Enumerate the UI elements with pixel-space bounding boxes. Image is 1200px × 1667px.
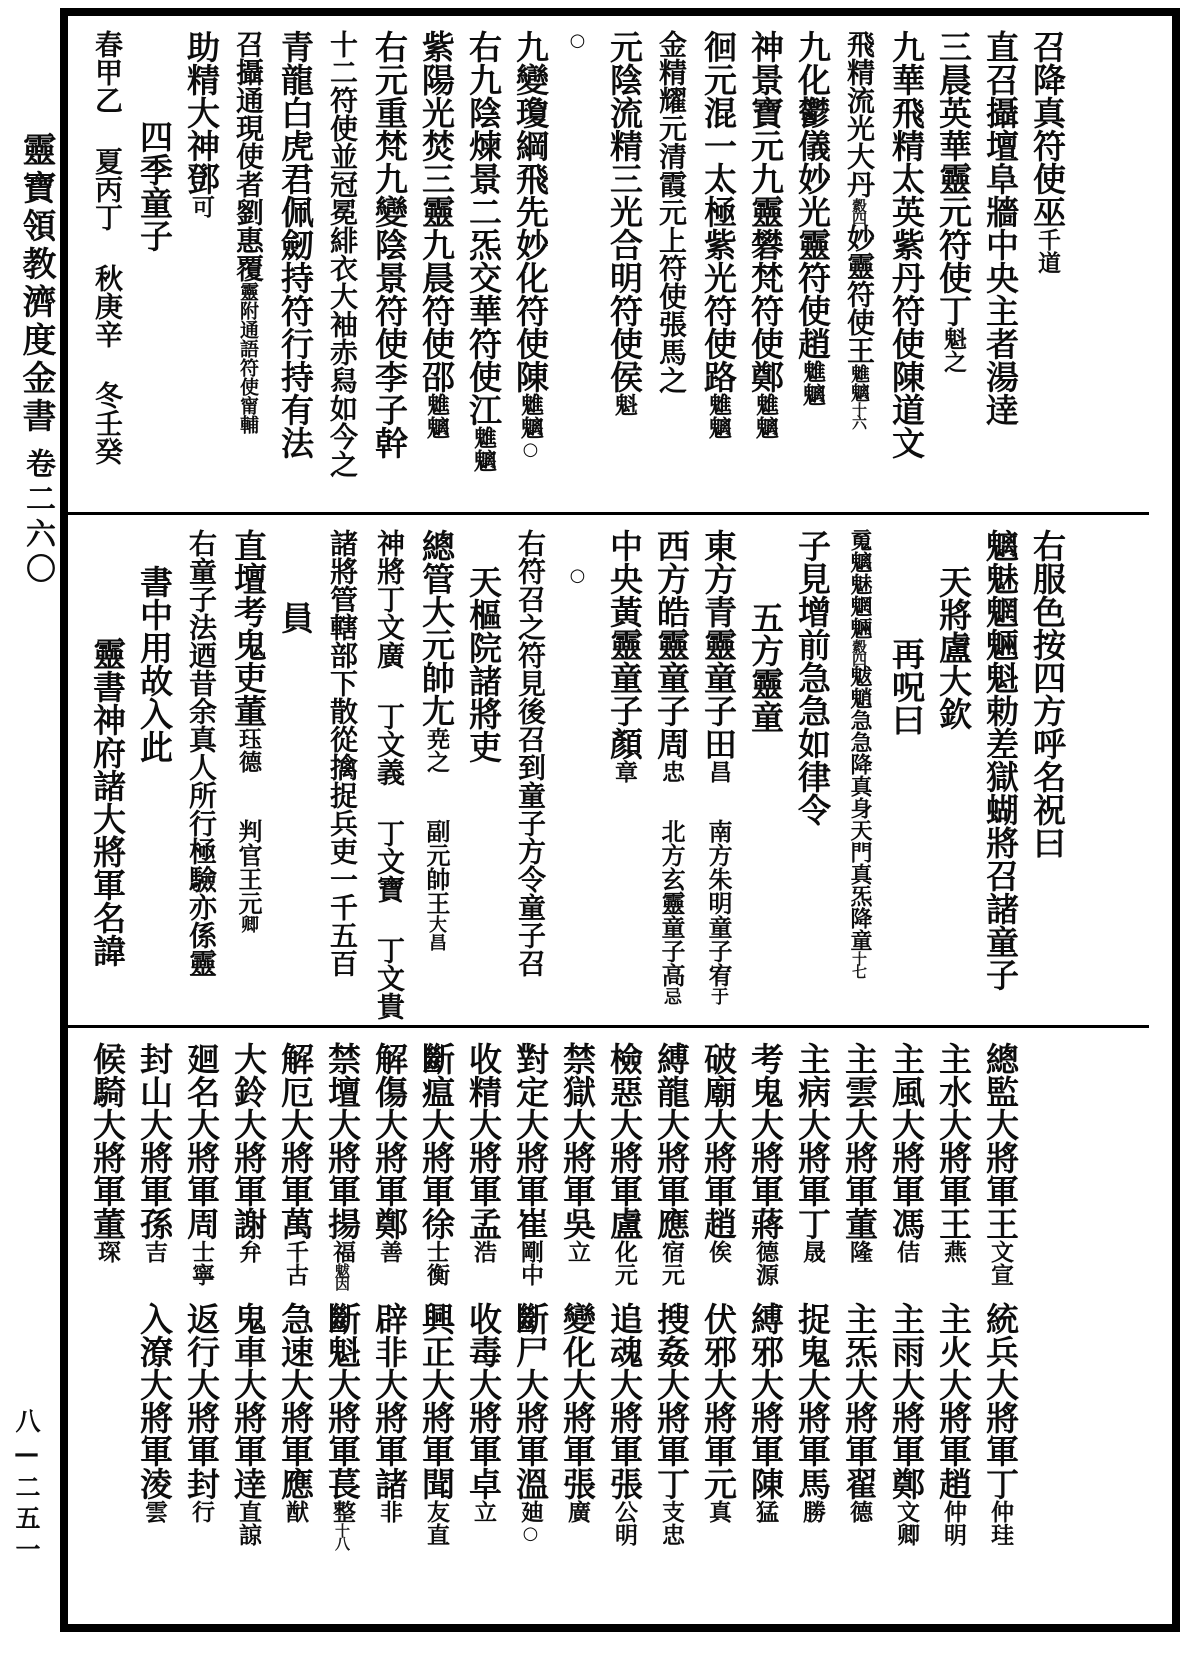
text-run: 書中用故入此: [135, 565, 174, 763]
text-column: [695, 30, 742, 508]
text-run: 禁獄大將軍吳: [558, 1042, 597, 1240]
text-run: 右服色按四方呼名祝曰: [1028, 529, 1067, 859]
text-run: 神將丁文廣 丁文義 丁文寶 丁文貴: [373, 529, 406, 1020]
text-run: 十二符使並冠冕緋衣大袖赤舄如今之: [326, 30, 359, 478]
upper-entry: [929, 1042, 977, 1302]
text-run: 九變瓊綱飛先妙化符使陳: [511, 30, 550, 393]
text-run: 對定大將軍崔: [511, 1042, 550, 1240]
text-run: 直召攝壇阜牆中央主者湯逹: [981, 30, 1020, 426]
text-column: [319, 30, 366, 508]
text-run: 整: [329, 1500, 355, 1523]
text-run: 九華飛精太英紫丹符使陳道文: [887, 30, 926, 459]
text-run: 靈附通語符使甯輔: [237, 282, 259, 434]
text-column: [178, 529, 225, 1021]
text-column: [789, 30, 836, 508]
text-run: 西方皓靈童子周: [652, 529, 691, 760]
text-run: 忌: [661, 987, 682, 1005]
text-column: [366, 1042, 413, 1625]
text-run: 辟非大將軍諸: [370, 1302, 409, 1500]
text-run: 直壇考鬼吏董: [229, 529, 268, 727]
text-run: 四季童子: [135, 120, 174, 252]
text-column: [178, 1042, 225, 1625]
text-run: 可: [188, 195, 214, 218]
text-run: 魁: [611, 393, 637, 416]
text-column: [460, 529, 507, 1021]
text-run: 昌: [705, 760, 731, 783]
text-run: 琛: [94, 1240, 120, 1263]
upper-entry: [647, 1042, 695, 1302]
text-column: [131, 30, 178, 508]
text-run: 行: [188, 1500, 214, 1523]
text-run: 剛中: [517, 1240, 543, 1286]
upper-entry: [412, 529, 460, 819]
text-column: [225, 1042, 272, 1625]
text-column: [977, 1042, 1024, 1625]
upper-entry: [553, 1042, 601, 1302]
text-run: 妙靈符使王: [843, 224, 876, 364]
text-run: 收毒大將軍卓: [464, 1302, 503, 1500]
upper-entry: [506, 1042, 554, 1302]
text-run: 候騎大將軍董: [88, 1042, 127, 1240]
text-run: 三晨英華靈元符使丁: [934, 30, 973, 327]
text-column: [977, 30, 1024, 508]
text-run: 右符召之符見後召到童子方令童子召: [514, 529, 547, 977]
text-run: 大昌: [426, 915, 447, 951]
text-run: 德: [846, 1500, 872, 1523]
text-run: 廻名大將軍周: [182, 1042, 221, 1240]
text-column: [319, 529, 366, 1021]
text-run: 春甲乙 夏丙丁 秋庚辛 冬壬癸: [91, 30, 124, 465]
text-run: 縛龍大將軍應: [652, 1042, 691, 1240]
text-run: 判官王元: [234, 819, 262, 915]
text-run: 主火大將軍趙: [934, 1302, 973, 1500]
text-run: 佶: [893, 1240, 919, 1263]
text-run: 魑魅魍魎魁勅差獄蝴將召諸童子: [981, 529, 1020, 991]
text-run: 猷: [282, 1500, 308, 1523]
text-run: 卿: [238, 915, 259, 933]
text-run: 靈書神府諸大將軍名諱: [88, 637, 127, 967]
text-run: 南方朱明童子宥: [704, 819, 732, 987]
text-run: 斷魁大將軍萇: [323, 1302, 362, 1500]
text-run: 收精大將軍孟: [464, 1042, 503, 1240]
text-column: [742, 1042, 789, 1625]
text-column: [742, 529, 789, 1021]
text-run: 千古: [282, 1240, 308, 1286]
upper-entry: [365, 1042, 413, 1302]
upper-entry: [600, 1042, 648, 1302]
text-column: [131, 1042, 178, 1625]
text-run: 魋魑: [799, 360, 825, 406]
text-column: [413, 1042, 460, 1625]
page-frame: [60, 8, 1180, 1632]
text-run: 隆: [846, 1240, 872, 1263]
text-run: 召降真符使巫: [1028, 30, 1067, 228]
text-column: [366, 529, 413, 1021]
text-run: 金精耀元清霞元上符使張馬之: [655, 30, 688, 394]
text-run: 變化大將軍張: [558, 1302, 597, 1500]
text-column: [883, 30, 930, 508]
text-column: [1024, 529, 1071, 1021]
text-column: [319, 1042, 366, 1625]
text-run: 助精大神鄧: [182, 30, 221, 195]
text-column: [695, 1042, 742, 1625]
text-run: 青龍白虎君佩劒持符行持有法: [276, 30, 315, 459]
text-run: 于: [708, 987, 729, 1005]
text-run: 魋魑: [848, 364, 870, 402]
text-column: [507, 1042, 554, 1625]
text-run: 主水大將軍王: [934, 1042, 973, 1240]
text-run: 諸將管轄部下散從擒捉兵吏一千五百: [326, 529, 359, 977]
upper-entry: [412, 1042, 460, 1302]
text-column: [742, 30, 789, 508]
text-run: 支忠: [658, 1500, 684, 1546]
text-column: [225, 30, 272, 508]
upper-entry: [647, 529, 695, 819]
text-run: 破廟大將軍趙: [699, 1042, 738, 1240]
text-column: [601, 529, 648, 1021]
text-run: 再呪曰: [887, 637, 926, 736]
text-run: 總監大將軍王: [981, 1042, 1020, 1240]
upper-entry: [83, 1042, 131, 1302]
text-run: 章: [611, 760, 637, 783]
text-run: 捉鬼大將軍馬: [793, 1302, 832, 1500]
text-run: 返行大將軍封: [182, 1302, 221, 1500]
text-run: 封山大將軍孫: [135, 1042, 174, 1240]
text-run: 興正大將軍聞: [417, 1302, 456, 1500]
collation-mark: 魃因: [333, 1263, 351, 1289]
text-run: 魋魑: [705, 393, 731, 439]
text-run: 弁: [235, 1240, 261, 1263]
text-run: 主風大將軍馮: [887, 1042, 926, 1240]
text-run: 神景寶元九靈礬梵符使鄭: [746, 30, 785, 393]
text-run: 宿元: [658, 1240, 684, 1286]
text-run: 文宣: [987, 1240, 1013, 1286]
text-run: 中央黃靈童子顏: [605, 529, 644, 760]
text-column: [1024, 30, 1071, 508]
collation-mark: 縠四: [850, 198, 868, 224]
text-run: 廸: [517, 1500, 543, 1523]
text-column: [178, 30, 225, 508]
upper-entry: [318, 1042, 366, 1302]
text-run: 縛邪大將軍陳: [746, 1302, 785, 1500]
text-run: 尭之: [423, 727, 449, 773]
text-run: 解傷大將軍鄭: [370, 1042, 409, 1240]
text-run: 總管大元帥尢: [417, 529, 456, 727]
text-run: 雲: [141, 1500, 167, 1523]
section-bottom: [68, 1028, 1120, 1629]
text-run: 直諒: [235, 1500, 261, 1546]
collation-mark: 十八: [333, 1523, 351, 1549]
text-column: [648, 30, 695, 508]
text-run: 斷瘟大將軍徐: [417, 1042, 456, 1240]
text-run: 友直: [423, 1500, 449, 1546]
text-column: [554, 30, 601, 508]
text-column: [930, 529, 977, 1021]
text-column: [131, 529, 178, 1021]
text-run: 德源: [752, 1240, 778, 1286]
text-run: 徊元混一太極紫光符使路: [699, 30, 738, 393]
text-column: [460, 1042, 507, 1625]
text-run: 大鈴大將軍謝: [229, 1042, 268, 1240]
text-run: 立: [470, 1500, 496, 1523]
text-run: 鬼車大將軍逹: [229, 1302, 268, 1500]
text-column: [930, 1042, 977, 1625]
text-run: 魋魑: [470, 426, 496, 472]
text-column: [413, 30, 460, 508]
text-run: 燕: [940, 1240, 966, 1263]
text-column: [507, 529, 554, 1021]
text-run: 飛精流光大丹: [843, 30, 876, 198]
text-run: 猛: [752, 1500, 778, 1523]
text-column: [460, 30, 507, 508]
text-column: [84, 1042, 131, 1625]
text-run: 天將盧大欽: [934, 565, 973, 730]
text-run: 召攝通現使者劉惠覆: [232, 30, 265, 282]
text-run: 千道: [1034, 228, 1060, 274]
text-column: [836, 529, 883, 1021]
text-run: 䰟魑魅魍魎: [847, 529, 872, 639]
upper-entry: [882, 1042, 930, 1302]
text-run: 入潦大將軍淩: [135, 1302, 174, 1500]
text-run: 魋魑: [517, 393, 543, 439]
text-run: 急速大將軍應: [276, 1302, 315, 1500]
upper-entry: [835, 1042, 883, 1302]
collation-mark: 十七: [850, 951, 868, 977]
text-run: 統兵大將軍丁: [981, 1302, 1020, 1500]
text-run: 搜姦大將軍丁: [652, 1302, 691, 1500]
text-column: [84, 529, 131, 1021]
text-column: [366, 30, 413, 508]
text-column: [413, 529, 460, 1021]
text-run: 文卿: [893, 1500, 919, 1546]
text-column: [648, 529, 695, 1021]
text-run: 檢惡大將軍盧: [605, 1042, 644, 1240]
text-run: 北方玄靈童子高: [657, 819, 685, 987]
text-run: 右元重梵九變陰景符使李子幹: [370, 30, 409, 459]
text-run: 子見增前急急如律令: [793, 529, 832, 826]
text-column: [272, 529, 319, 1021]
text-run: 斷尸大將軍溫: [511, 1302, 550, 1500]
text-run: 士寧: [188, 1240, 214, 1286]
spine-volume-number: 卷二六〇: [20, 448, 55, 588]
text-run: 魋魑: [423, 393, 449, 439]
separator-circle: ○: [567, 30, 588, 51]
text-run: 副元帥王: [422, 819, 450, 915]
separator-circle: ○: [520, 439, 541, 460]
text-run: 勝: [799, 1500, 825, 1523]
text-column: [601, 1042, 648, 1625]
text-column: [648, 1042, 695, 1625]
text-column: [554, 529, 601, 1021]
text-run: 魁之: [940, 327, 966, 373]
separator-circle: ○: [520, 1523, 541, 1544]
text-run: 立: [564, 1240, 590, 1263]
text-run: 伏邪大將軍元: [699, 1302, 738, 1500]
text-run: 廣: [564, 1500, 590, 1523]
text-run: 魃魈急急降真身天門真炁降童: [847, 665, 872, 951]
collation-mark: 縠四: [850, 639, 868, 665]
text-run: 右童子法迺昔余真人所行極驗亦係靈: [185, 529, 218, 977]
text-run: 元陰流精三光合明符使侯: [605, 30, 644, 393]
upper-entry: [459, 1042, 507, 1302]
text-run: 天樞院諸將吏: [464, 565, 503, 763]
text-column: [225, 529, 272, 1021]
text-run: 魋魑: [752, 393, 778, 439]
text-run: 吉: [141, 1240, 167, 1263]
text-run: 仲明: [940, 1500, 966, 1546]
upper-entry: [271, 1042, 319, 1302]
text-run: 東方青靈童子田: [699, 529, 738, 760]
upper-entry: [224, 1042, 272, 1302]
text-run: 主炁大將軍翟: [840, 1302, 879, 1500]
text-run: 追魂大將軍張: [605, 1302, 644, 1500]
text-run: 非: [376, 1500, 402, 1523]
text-run: 主雲大將軍董: [840, 1042, 879, 1240]
upper-entry: [694, 1042, 742, 1302]
text-run: 福: [329, 1240, 355, 1263]
text-run: 紫陽光焚三靈九晨符使邵: [417, 30, 456, 393]
text-run: 珏德: [235, 727, 261, 773]
text-run: 主病大將軍丁: [793, 1042, 832, 1240]
upper-entry: [741, 1042, 789, 1302]
text-run: 晟: [799, 1240, 825, 1263]
upper-entry: [177, 1042, 225, 1302]
upper-entry: [788, 1042, 836, 1302]
text-run: 仲珪: [987, 1500, 1013, 1546]
text-run: 公明: [611, 1500, 637, 1546]
text-column: [554, 1042, 601, 1625]
spine-page-number: 八—二五一: [12, 1408, 41, 1567]
upper-entry: [694, 529, 742, 819]
separator-circle: ○: [567, 565, 588, 586]
section-top: [68, 16, 1149, 515]
text-run: 士衡: [423, 1240, 449, 1286]
upper-entry: [224, 529, 272, 819]
upper-entry: [976, 1042, 1024, 1302]
text-run: 主雨大將軍鄭: [887, 1302, 926, 1500]
text-column: [601, 30, 648, 508]
section-middle: [68, 515, 1149, 1028]
text-run: 員: [276, 601, 315, 634]
text-run: 俟: [705, 1240, 731, 1263]
text-run: 禁壇大將軍揚: [323, 1042, 362, 1240]
text-column: [789, 529, 836, 1021]
upper-entry: [130, 1042, 178, 1302]
text-run: 真: [705, 1500, 731, 1523]
text-column: [84, 30, 131, 508]
text-column: [836, 30, 883, 508]
text-run: 九化鬱儀妙光靈符使趙: [793, 30, 832, 360]
text-run: 右九陰煉景二炁交華符使江: [464, 30, 503, 426]
text-run: 解厄大將軍萬: [276, 1042, 315, 1240]
text-column: [930, 30, 977, 508]
text-run: 善: [376, 1240, 402, 1263]
text-column: [883, 1042, 930, 1625]
text-column: [272, 1042, 319, 1625]
text-column: [977, 529, 1024, 1021]
text-column: [789, 1042, 836, 1625]
text-column: [695, 529, 742, 1021]
collation-mark: 十六: [850, 402, 868, 428]
text-run: 五方靈童: [746, 601, 785, 733]
text-column: [836, 1042, 883, 1625]
text-run: 忠: [658, 760, 684, 783]
text-column: [507, 30, 554, 508]
text-column: [272, 30, 319, 508]
text-run: 浩: [470, 1240, 496, 1263]
text-run: 化元: [611, 1240, 637, 1286]
text-run: 考鬼大將軍蔣: [746, 1042, 785, 1240]
text-column: [883, 529, 930, 1021]
spine-book-title: 靈寶領教濟度金書: [16, 132, 56, 436]
